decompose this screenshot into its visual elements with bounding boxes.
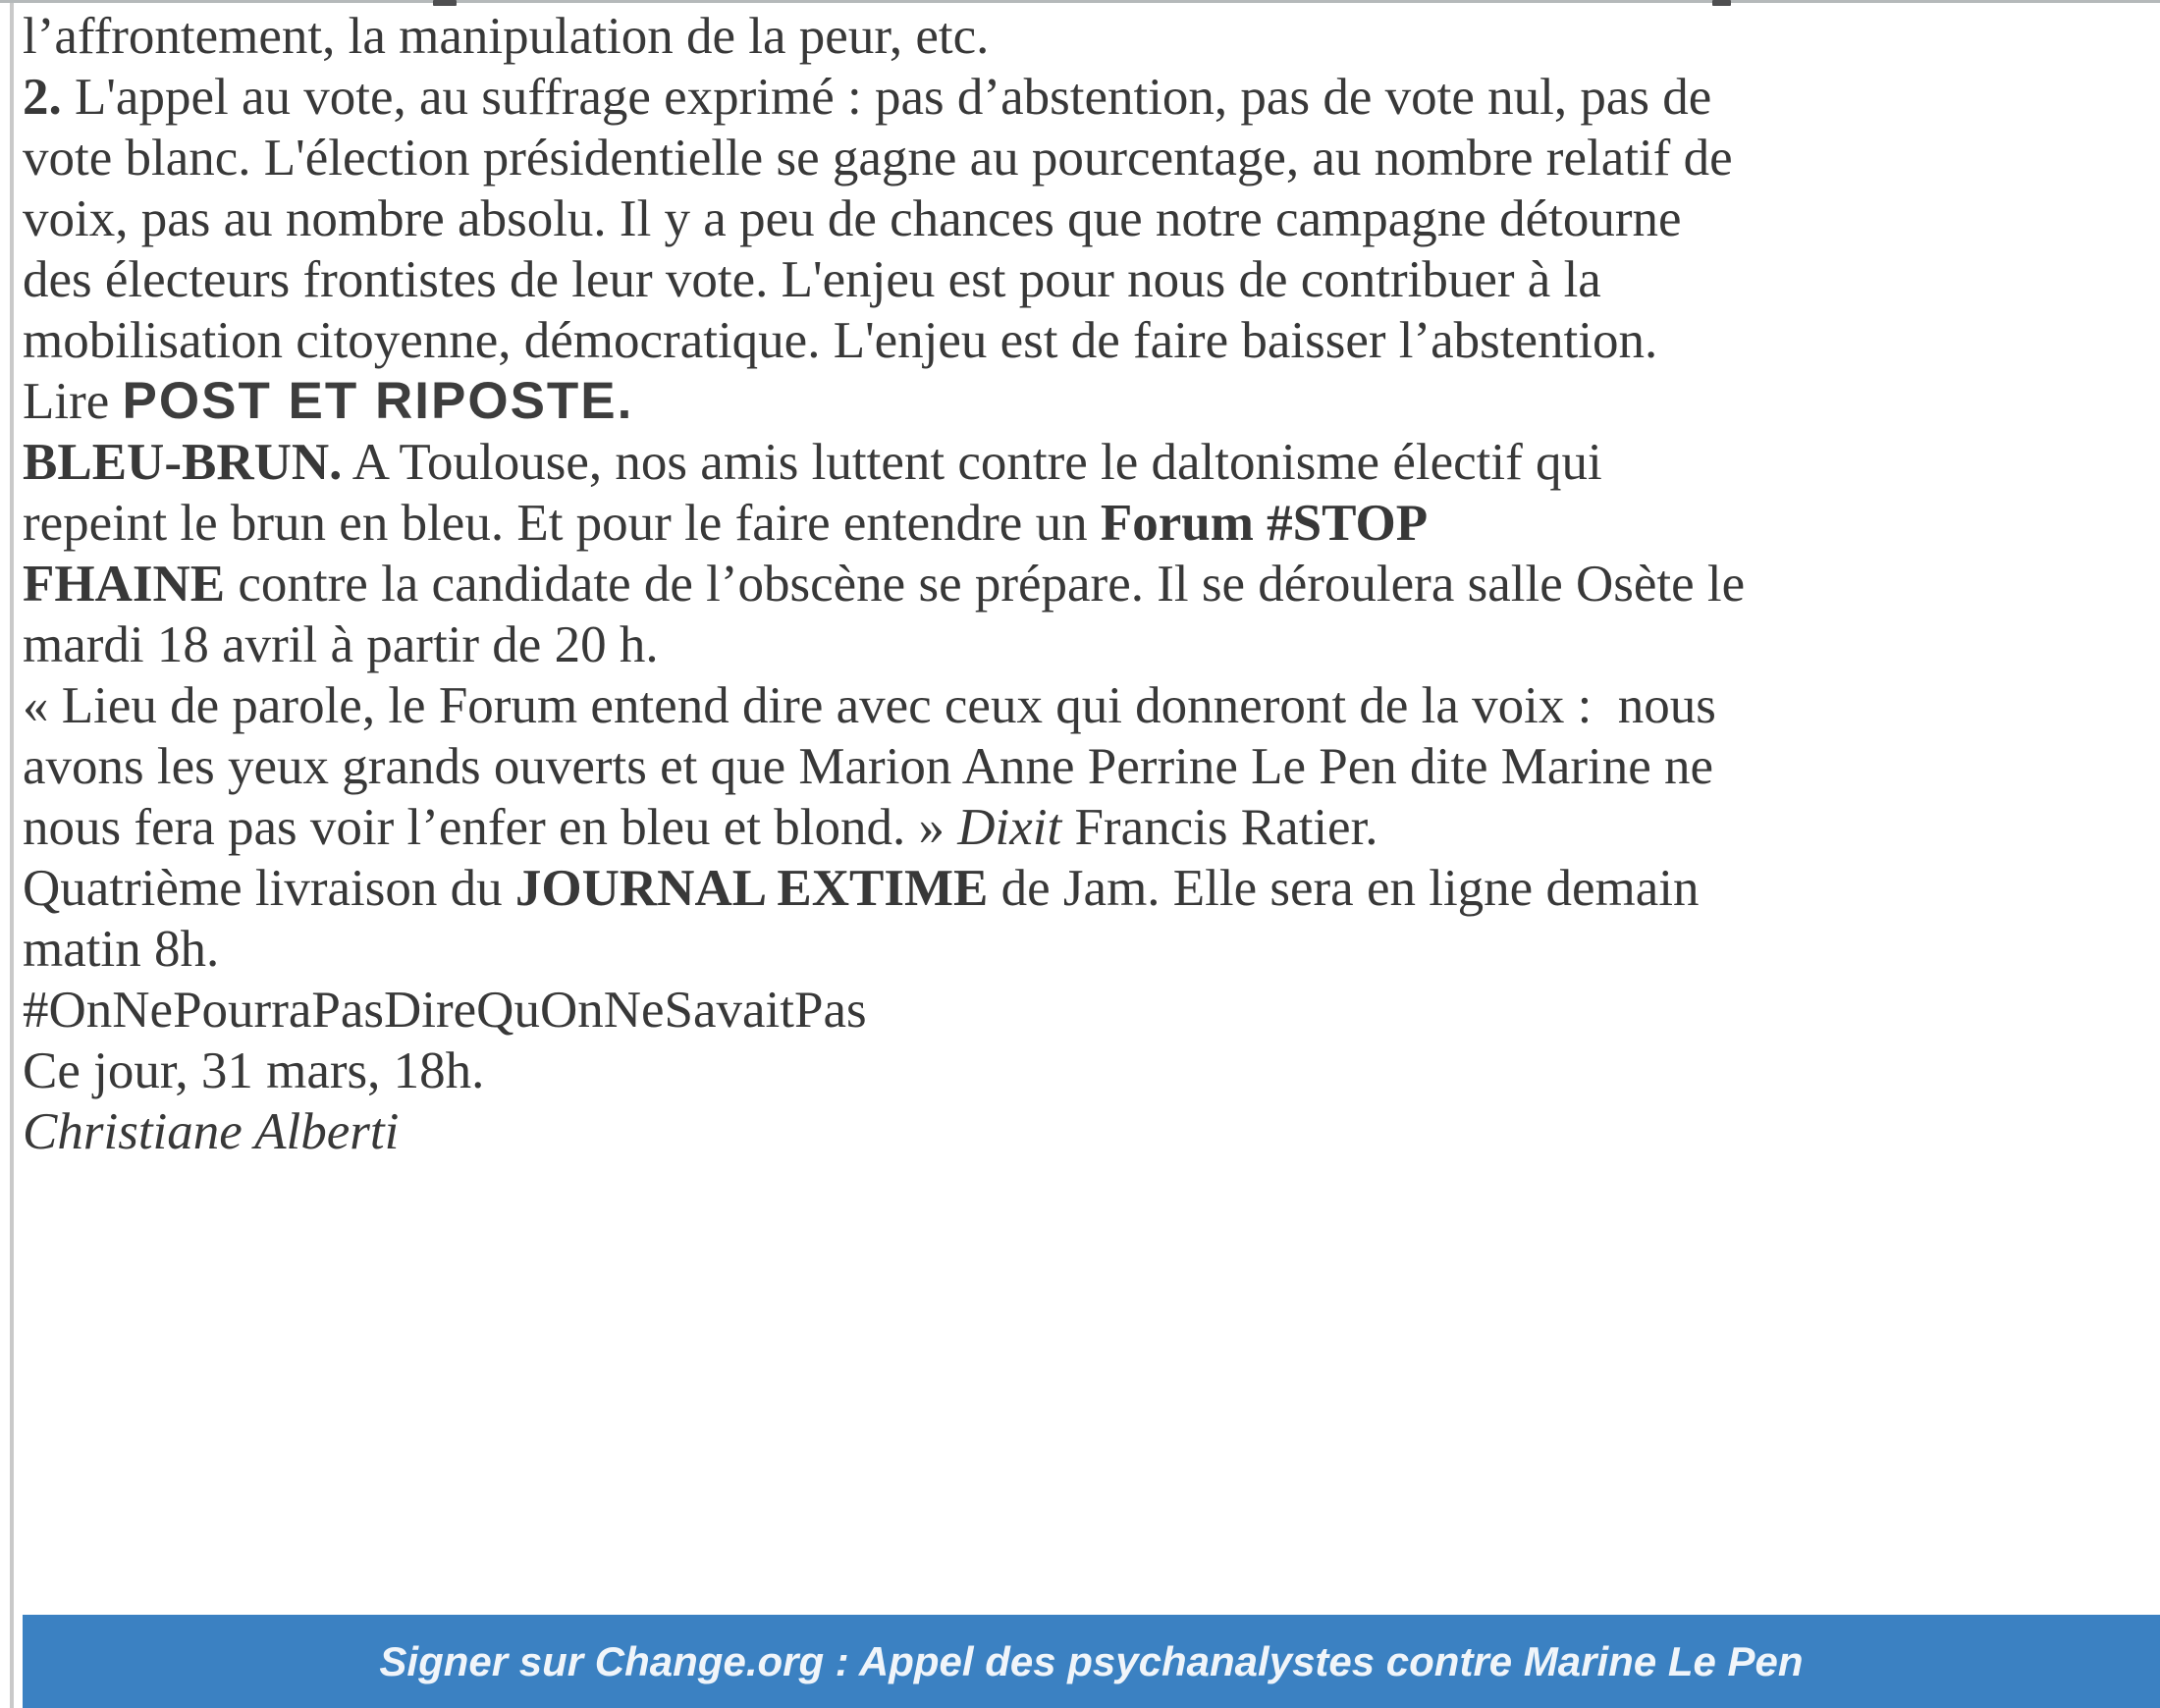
- article-quote-block: [10, 3, 2160, 1708]
- paragraph-journal-extime: [23, 858, 2160, 980]
- text-run: nous fera pas voir l’enfer en bleu et blond. »: [23, 799, 958, 856]
- text-run: vote blanc. L'élection présidentielle se gagne au pourcentage, au nombre relatif de: [23, 130, 1733, 187]
- text-run: Dixit: [957, 799, 1062, 856]
- text-run: des électeurs frontistes de leur vote. L'enjeu est pour nous de contribuer à la: [23, 251, 1601, 308]
- text-run: Lire: [23, 373, 123, 430]
- text-run: A Toulouse, nos amis luttent contre le daltonisme électif qui: [342, 434, 1602, 491]
- text-run: Christiane Alberti: [23, 1103, 400, 1160]
- text-run: avons les yeux grands ouverts et que Marion Anne Perrine Le Pen dite Marine ne: [23, 738, 1714, 795]
- text-run: 2.: [23, 69, 62, 126]
- article-body: [23, 3, 2160, 1162]
- text-run: BLEU-BRUN.: [23, 434, 343, 491]
- text-run: JOURNAL EXTIME: [514, 860, 989, 917]
- text-run: Quatrième livraison du: [23, 860, 515, 917]
- text-run: de Jam. Elle sera en ligne demain: [988, 860, 1700, 917]
- paragraph-intro-fragment: [23, 6, 2160, 67]
- text-run: voix, pas au nombre absolu. Il y a peu de chances que notre campagne détourne: [23, 190, 1682, 247]
- text-run: matin 8h.: [23, 921, 220, 978]
- post-et-riposte-link[interactable]: POST ET RIPOSTE.: [122, 372, 634, 430]
- text-run: mobilisation citoyenne, démocratique. L'enjeu est de faire baisser l’abstention.: [23, 312, 1658, 369]
- text-run: Ce jour, 31 mars, 18h.: [23, 1042, 485, 1099]
- text-run: « Lieu de parole, le Forum entend dire avec ceux qui donneront de la voix : nous: [23, 677, 1716, 734]
- paragraph-signature: [23, 1041, 2160, 1162]
- text-run: L'appel au vote, au suffrage exprimé : pas d’abstention, pas de vote nul, pas de: [61, 69, 1712, 126]
- text-run: repeint le brun en bleu. Et pour le faire entendre un: [23, 495, 1101, 552]
- text-run: #OnNePourraPasDireQuOnNeSavaitPas: [23, 982, 867, 1039]
- paragraph-bleu-brun: [23, 432, 2160, 858]
- paragraph-appel-au-vote: [23, 67, 2160, 432]
- text-run: Forum #STOP: [1100, 495, 1429, 552]
- paragraph-hashtag: [23, 980, 2160, 1041]
- change-org-banner-link[interactable]: Signer sur Change.org : Appel des psychanalystes contre Marine Le Pen: [23, 1615, 2160, 1708]
- text-run: FHAINE: [23, 556, 226, 613]
- text-run: mardi 18 avril à partir de 20 h.: [23, 616, 659, 673]
- text-run: contre la candidate de l’obscène se prépare. Il se déroulera salle Osète le: [225, 556, 1746, 613]
- text-run: l’affrontement, la manipulation de la peur, etc.: [23, 8, 990, 65]
- text-run: Francis Ratier.: [1061, 799, 1378, 856]
